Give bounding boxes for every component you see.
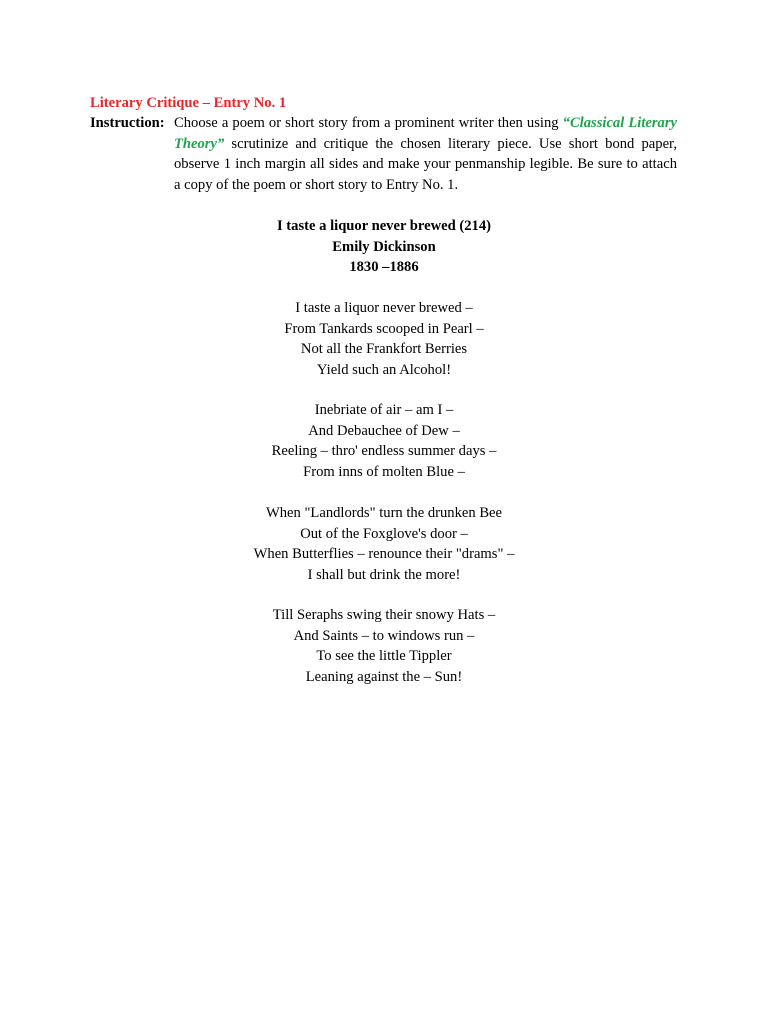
entry-title: Literary Critique – Entry No. 1 bbox=[90, 95, 287, 111]
poem-line: When Butterflies – renounce their "drams" – bbox=[253, 546, 515, 562]
classical-literary-theory: “Classical Literary Theory” bbox=[174, 115, 677, 152]
poem-header bbox=[134, 216, 634, 278]
instruction-text bbox=[174, 113, 677, 195]
instruction-label: Instruction: bbox=[90, 115, 165, 131]
poem-line: Till Seraphs swing their snowy Hats – bbox=[272, 607, 496, 623]
poem-line: From inns of molten Blue – bbox=[303, 463, 465, 480]
poem-line: Not all the Frankfort Berries bbox=[300, 341, 468, 357]
poem-line: Leaning against the – Sun! bbox=[305, 668, 463, 685]
poem-line: To see the little Tippler bbox=[316, 648, 452, 664]
poem-line: Out of the Foxglove's door – bbox=[300, 525, 468, 542]
poem-stanza-4 bbox=[134, 605, 634, 687]
poem-line: And Debauchee of Dew – bbox=[308, 422, 460, 439]
poem-author: Emily Dickinson bbox=[332, 238, 436, 255]
poem-line: Reeling – thro' endless summer days – bbox=[271, 443, 497, 459]
poem-title: I taste a liquor never brewed (214) bbox=[276, 218, 492, 234]
poem-line: From Tankards scooped in Pearl – bbox=[284, 320, 484, 337]
poem-stanza-1 bbox=[134, 298, 634, 380]
poem-years: 1830 –1886 bbox=[349, 259, 419, 275]
instruction-text-pre: Choose a poem or short story from a prominent writer then using bbox=[174, 115, 563, 131]
poem-line: When "Landlords" turn the drunken Bee bbox=[265, 505, 503, 521]
instruction-text-post: scrutinize and critique the chosen literary piece. Use short bond paper, observe 1 inch margin all sides and make your penmanship legible. Be sure to attach a copy of the poem or short story to Entry No. 1. bbox=[174, 135, 677, 193]
poem-line: I taste a liquor never brewed – bbox=[295, 300, 473, 316]
poem-line: Yield such an Alcohol! bbox=[316, 361, 452, 378]
poem-line: And Saints – to windows run – bbox=[293, 627, 475, 644]
poem-stanza-2 bbox=[134, 400, 634, 482]
poem-line: Inebriate of air – am I – bbox=[314, 402, 454, 418]
poem-line: I shall but drink the more! bbox=[307, 566, 461, 583]
poem-stanza-3 bbox=[134, 503, 634, 585]
